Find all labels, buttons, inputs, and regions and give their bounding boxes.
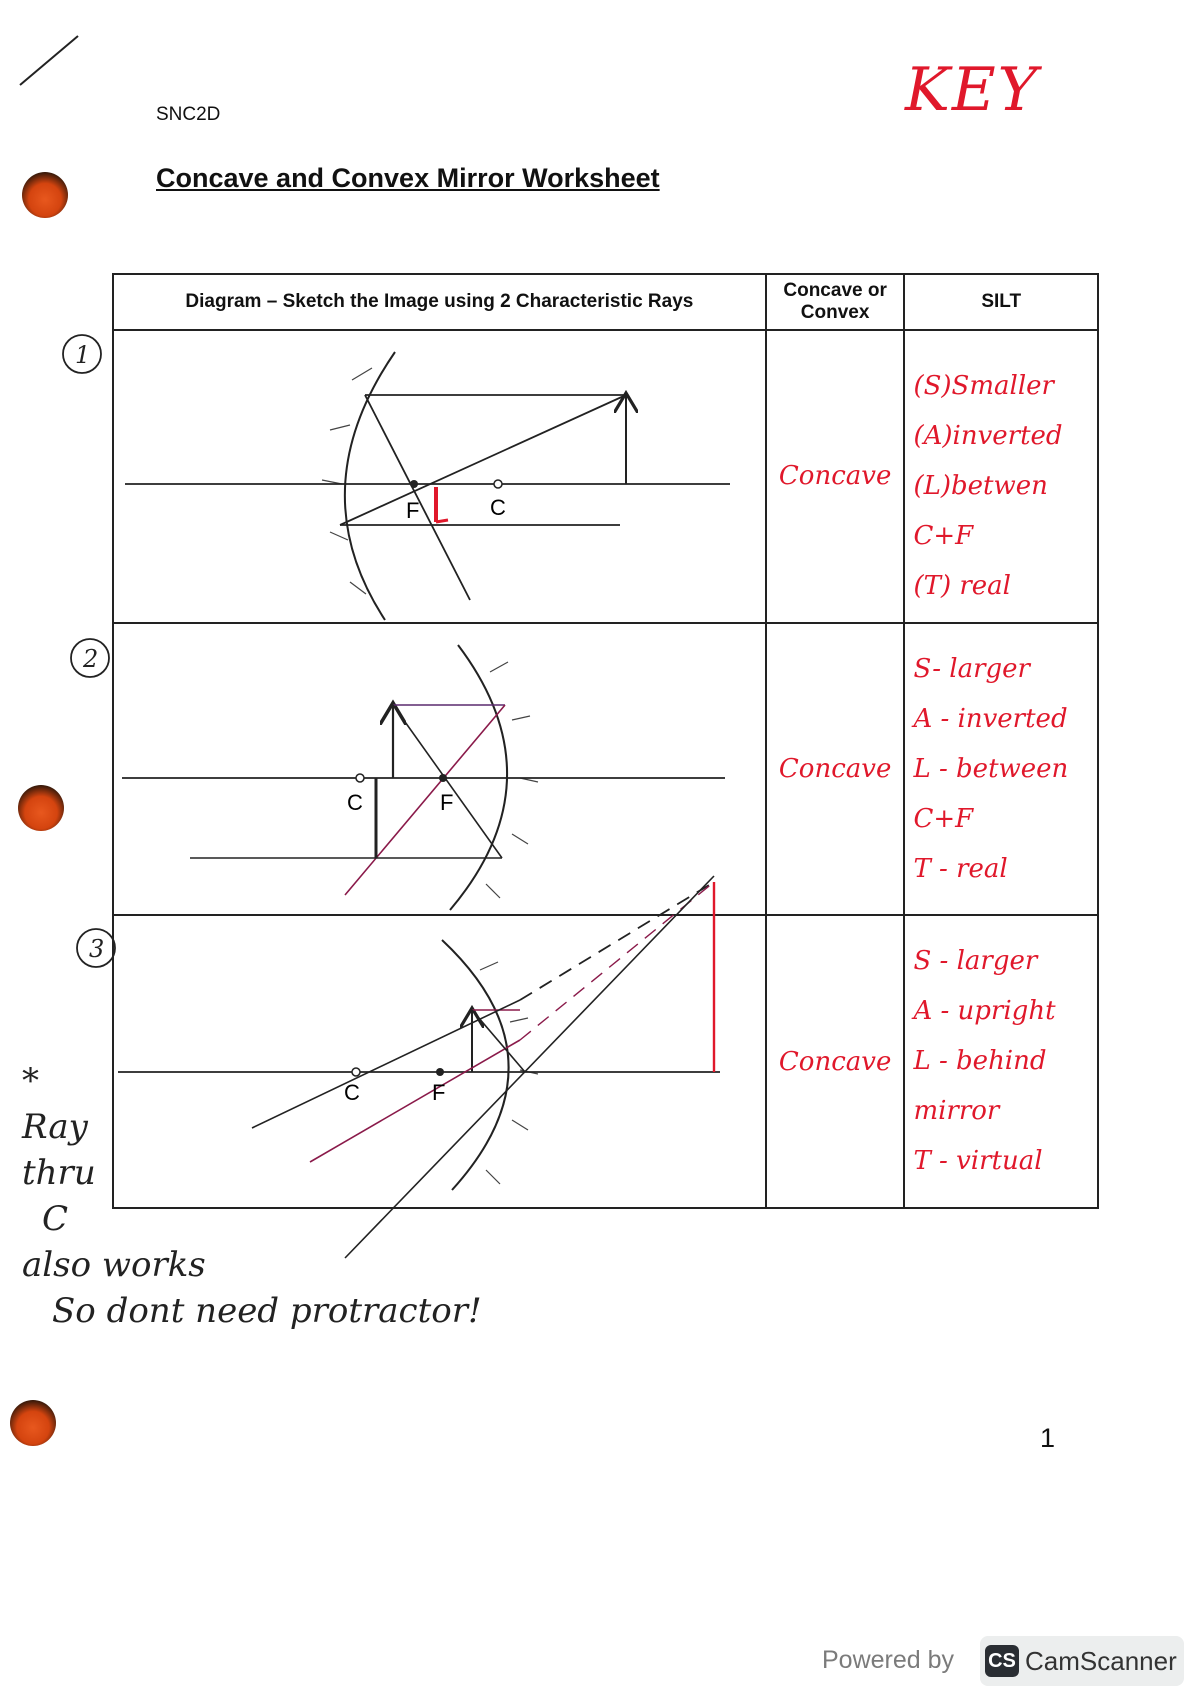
silt-line: T - real <box>913 853 1008 884</box>
diagram-2 <box>122 645 725 910</box>
center-label: C <box>490 495 506 520</box>
header-type: Concave or Convex <box>766 274 905 330</box>
row-number: 1 <box>75 341 91 369</box>
silt-line: L - between C+F <box>913 753 1069 834</box>
side-note <box>22 1058 482 1334</box>
key-mark: KEY <box>905 55 1040 125</box>
row-number: 3 <box>89 935 105 963</box>
camscanner-brand: CamScanner <box>1025 1646 1177 1676</box>
note-line: C <box>42 1199 69 1239</box>
note-line: So dont need protractor! <box>52 1291 482 1331</box>
type-answer: Concave <box>778 461 892 492</box>
silt-line: T - virtual <box>913 1146 1043 1177</box>
silt-line: (T) real <box>913 571 1011 602</box>
type-answer: Concave <box>778 754 892 785</box>
camscanner-logo-icon: CS <box>985 1645 1019 1677</box>
silt-line: (A)inverted <box>913 421 1063 452</box>
focal-label: F <box>406 498 420 523</box>
focal-label: F <box>440 790 454 815</box>
silt-line: L - behind mirror <box>913 1046 1047 1127</box>
silt-line: A - inverted <box>913 703 1068 734</box>
course-code: SNC2D <box>156 104 221 125</box>
row-number-badges <box>63 335 115 967</box>
page-number: 1 <box>1040 1423 1056 1453</box>
note-star: * <box>22 1061 39 1101</box>
page-title: Concave and Convex Mirror Worksheet <box>156 163 660 193</box>
row-number: 2 <box>83 645 99 673</box>
powered-by-label: Powered by <box>822 1646 955 1674</box>
silt-line: S- larger <box>913 653 1030 684</box>
note-line: thru <box>22 1153 96 1193</box>
type-answer: Concave <box>778 1046 892 1077</box>
center-label: C <box>344 1080 360 1105</box>
note-line: also works <box>22 1245 206 1285</box>
center-label: C <box>347 790 363 815</box>
header-silt: SILT <box>904 274 1098 330</box>
note-line: Ray <box>22 1107 88 1147</box>
silt-line: (S)Smaller <box>913 371 1054 402</box>
diagram-1 <box>125 352 730 620</box>
header-diagram: Diagram – Sketch the Image using 2 Characteristic Rays <box>113 274 766 330</box>
silt-line: S - larger <box>913 946 1038 977</box>
silt-line: A - upright <box>913 996 1056 1027</box>
focal-label: F <box>432 1080 446 1105</box>
silt-line: (L)betwen C+F <box>913 471 1048 552</box>
